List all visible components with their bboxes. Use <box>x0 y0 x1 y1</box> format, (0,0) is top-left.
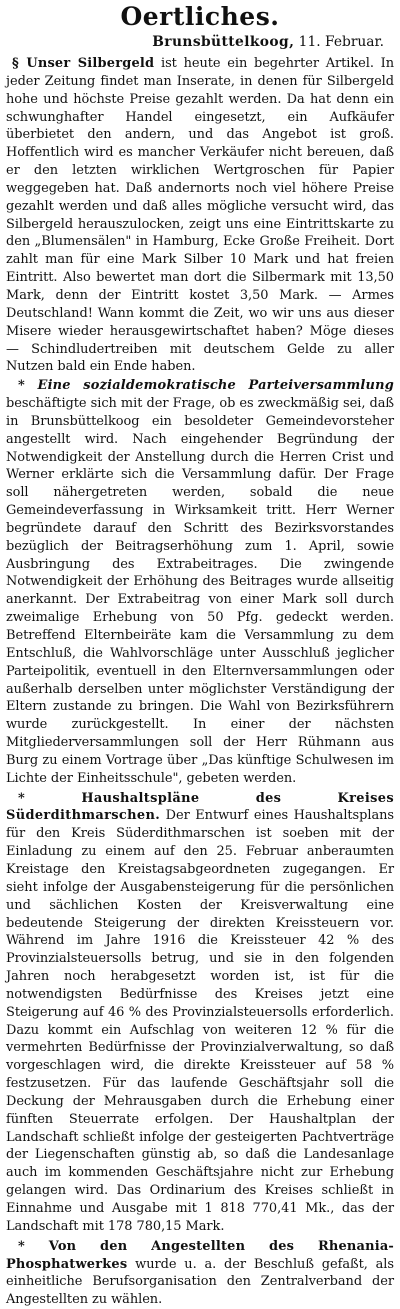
section-heading: Oertliches. <box>120 2 280 31</box>
dateline <box>6 33 384 51</box>
article-silbergeld <box>6 55 394 376</box>
newspaper-column <box>6 0 394 1308</box>
article-lead: § Unser Silbergeld <box>12 56 155 71</box>
article-haushaltsplaene <box>6 790 394 1236</box>
article-parteiversammlung <box>6 377 394 787</box>
article-body: wurde u. a. der Beschluß gefaßt, als einheitliche Berufsorganisation den Zentralverband der Angestellten zu wählen. <box>6 1256 394 1308</box>
article-lead: * Haushaltspläne des Kreises Süderdithmarschen. <box>6 790 394 824</box>
article-body: ist heute ein begehrter Artikel. In jeder Zeitung findet man Inserate, in denen für Silbergeld hohe und höchste Preise gezahlt werden. Da hat denn ein schwunghafter Handel eingesetzt, ein Aufkäufer überbietet den andern, und das Angebot ist groß. Hoffentlich wird es mancher Verkäufer nicht bereuen, daß er den letzten wirklichen Wertgroschen für Papier weggegeben hat. Daß andernorts noch viel höhere Preise gezahlt werden und daß alles mögliche versucht wird, das Silbergeld herauszulocken, zeigt uns eine Eintrittskarte zu den „Blumensälen" in Hamburg, Ecke Große Freiheit. Dort zahlt man für eine Mark Silber 10 Mark und hat freien Eintritt. Also bewertet man dort die Silbermark mit 13,50 Mark, denn der Eintritt kostet 3,50 Mark. — Armes Deutschland! Wann kommt die Zeit, wo wir uns aus dieser Misere wieder herausgewirtschaftet haben? Möge dieses — Schindludertreiben mit deutschem Gelde zu aller Nutzen bald ein Ende haben. <box>6 56 394 375</box>
article-rhenania-angestellte <box>6 1238 394 1309</box>
article-lead: * Eine sozialdemokratische Parteiversammlung <box>18 378 394 394</box>
article-lead: * Von den Angestellten des Rhenania-Phosphatwerkes <box>6 1238 394 1272</box>
dateline-place: Brunsbüttelkoog, <box>152 34 295 50</box>
dateline-date: 11. Februar. <box>298 34 384 50</box>
article-body: beschäftigte sich mit der Frage, ob es zweckmäßig sei, daß in Brunsbüttelkoog ein besoldeter Gemeindevorsteher angestellt wird. Nach eingehender Begründung der Notwendigkeit der Anstellung durch die Herren Crist und Werner erklärte sich die Versammlung dafür. Der Frage soll nähergetreten werden, sobald die neue Gemeindeverfassung in Wirksamkeit tritt. Herr Werner begründete darauf den Schritt des Bezirksvorstandes bezüglich der Beitragserhöhung zum 1. April, sowie Ausbringung des Extrabeitrages. Die zwingende Notwendigkeit der Erhöhung des Beitrages wurde allseitig anerkannt. Der Extrabeitrag von einer Mark soll durch zweimalige Erhebung von 50 Pfg. gedeckt werden. Betreffend Elternbeiräte kam die Versammlung zu dem Entschluß, die Wahlvorschläge unter Ausschluß jeglicher Parteipolitik, eventuell in den Elternversammlungen oder außerhalb derselben unter möglichster Verständigung der Eltern zustande zu bringen. Die Wahl von Bezirksführern wurde zurückgestellt. In einer der nächsten Mitgliederversammlungen soll der Herr Rühmann aus Burg zu einem Vortrage über „Das künftige Schulwesen im Lichte der Einheitsschule", gebeten werden. <box>6 396 394 786</box>
article-body: Der Entwurf eines Haushaltsplans für den Kreis Süderdithmarschen ist soeben mit der Einladung zu einem auf den 25. Februar anberaumten Kreistage den Kreistagsabgeordneten zugegangen. Er sieht infolge der Ausgabensteigerung für die persönlichen und sächlichen Kosten der Kreisverwaltung eine bedeutende Steigerung der direkten Kreissteuern vor. Während im Jahre 1916 die Kreissteuer 42 % des Provinzialsteuersolls betrug, und sie in den folgenden Jahren noch herabgesetzt worden ist, ist für die notwendigsten Bedürfnisse des Kreises jetzt eine Steigerung auf 46 % des Provinzialsteuersolls erforderlich. Dazu kommt ein Aufschlag von weiteren 12 % für die vermehrten Bedürfnisse der Provinzialverwaltung, so daß vorgeschlagen wird, die direkte Kreissteuer auf 58 % festzusetzen. Für das laufende Geschäftsjahr soll die Deckung der Mehrausgaben durch die Erhebung einer fünften Steuerrate erfolgen. Der Haushaltplan der Landschaft schließt infolge der gesteigerten Pachtverträge der Liegenschaften günstig ab, so daß die Landesanlage auch im kommenden Geschäftsjahre nicht zur Erhebung gelangen wird. Das Ordinarium des Kreises schließt in Einnahme und Ausgabe mit 1 818 770,41 Mk., das der Landschaft mit 178 780,15 Mark. <box>6 808 394 1234</box>
